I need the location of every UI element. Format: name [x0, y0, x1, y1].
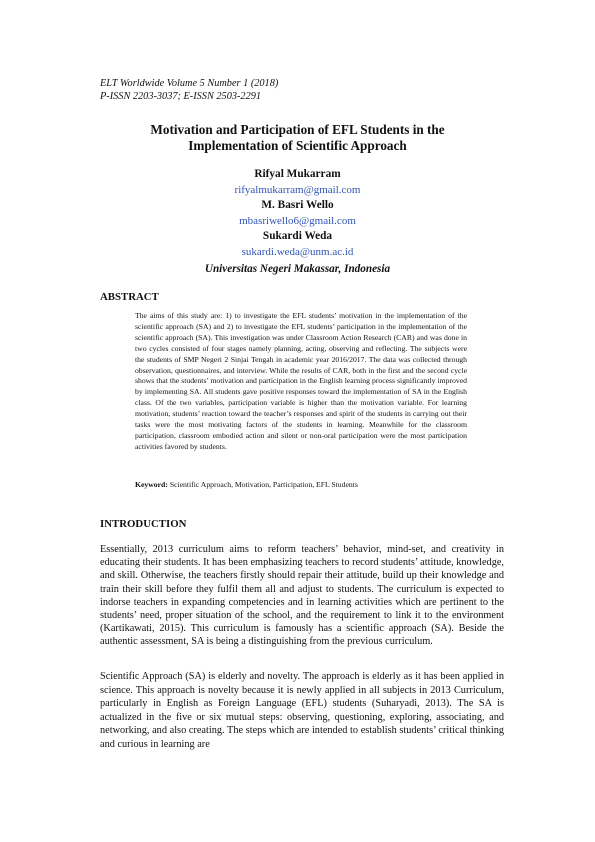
keywords-label: Keyword: — [135, 480, 168, 489]
paper-title-line-1: Motivation and Participation of EFL Students in the — [150, 122, 445, 137]
paper-title-line-2: Implementation of Scientific Approach — [188, 138, 407, 153]
keywords-text: Scientific Approach, Motivation, Participation, EFL Students — [169, 480, 358, 489]
author-list — [0, 167, 595, 260]
journal-issn: P-ISSN 2203-3037; E-ISSN 2503-2291 — [100, 91, 262, 102]
journal-volume: ELT Worldwide Volume 5 Number 1 (2018) — [100, 78, 279, 89]
author-email-link[interactable]: mbasriwello6@gmail.com — [239, 214, 356, 227]
journal-header — [100, 77, 278, 103]
affiliation: Universitas Negeri Makassar, Indonesia — [204, 263, 391, 275]
keywords — [135, 480, 475, 489]
introduction-heading: INTRODUCTION — [100, 518, 187, 530]
introduction-paragraph: Essentially, 2013 curriculum aims to reform teachers’ behavior, mind-set, and creativity in educating their students. It has been emphasizing teachers to record students’ attitude, knowledge, and skill. Otherwise, the teachers firstly should repair their attitude, build up their knowledge and train their skill before they fulfil them all and adjust to students. The curriculum is expected to indorse teachers in expanding competencies and in learning activities which are pertinent to the students’ need, proper situation of the school, and the requirement to link it to the environment (Kartikawati, 2015). This curriculum is famously has a scientific approach (SA). Beside the authentic assessment, SA is being a distinguishing from the previous curriculum. — [100, 544, 504, 648]
author-email-link[interactable]: rifyalmukarram@gmail.com — [234, 183, 361, 196]
author-name: M. Basri Wello — [261, 199, 334, 211]
abstract-heading: ABSTRACT — [100, 291, 159, 303]
author-name: Sukardi Weda — [262, 230, 333, 242]
author-name: Rifyal Mukarram — [254, 168, 341, 180]
introduction-paragraph: Scientific Approach (SA) is elderly and novelty. The approach is elderly as it has been applied in science. This approach is novelty because it is newly applied in all subjects in 2013 Curriculum, particularly in English as Foreign Language (EFL) students (Suharyadi, 2013). The SA is actualized in the five or six mutual steps: observing, questioning, exploring, associating, and networking, and also creating. The steps which are intended to establish students’ critical thinking and curious in learning are — [100, 671, 504, 750]
author-email-link[interactable]: sukardi.weda@unm.ac.id — [241, 245, 354, 258]
abstract-body: The aims of this study are: 1) to investigate the EFL students’ motivation in the implementation of the scientific approach (SA) and 2) to investigate the EFL students’ participation in the implementation of the scientific approach (SA). This investigation was under Classroom Action Research (CAR) and was done in two cycles consisted of four stages namely planning, acting, observing and reflecting. The subjects were the students of SMP Negeri 2 Sinjai Tengah in academic year 2016/2017. The data was collected through observation, questionnaires, and interview. While the results of CAR, both in the first and the second cycle shows that the students’ motivation and participation in the English learning process significantly improved by implementing SA. All students gave positive responses toward the implementation of SA in the English class. Of the two variables, participation variable is higher than the motivation variable. For learning motivation, students’ reaction toward the teacher’s responses and spirit of the students in carrying out their tasks were the most motivating factors of the students in learning. Meanwhile for the classroom participation, classroom embodied action and silent or non-oral participation were the most participation activities favored by students. — [135, 311, 467, 451]
paper-title — [80, 122, 515, 154]
